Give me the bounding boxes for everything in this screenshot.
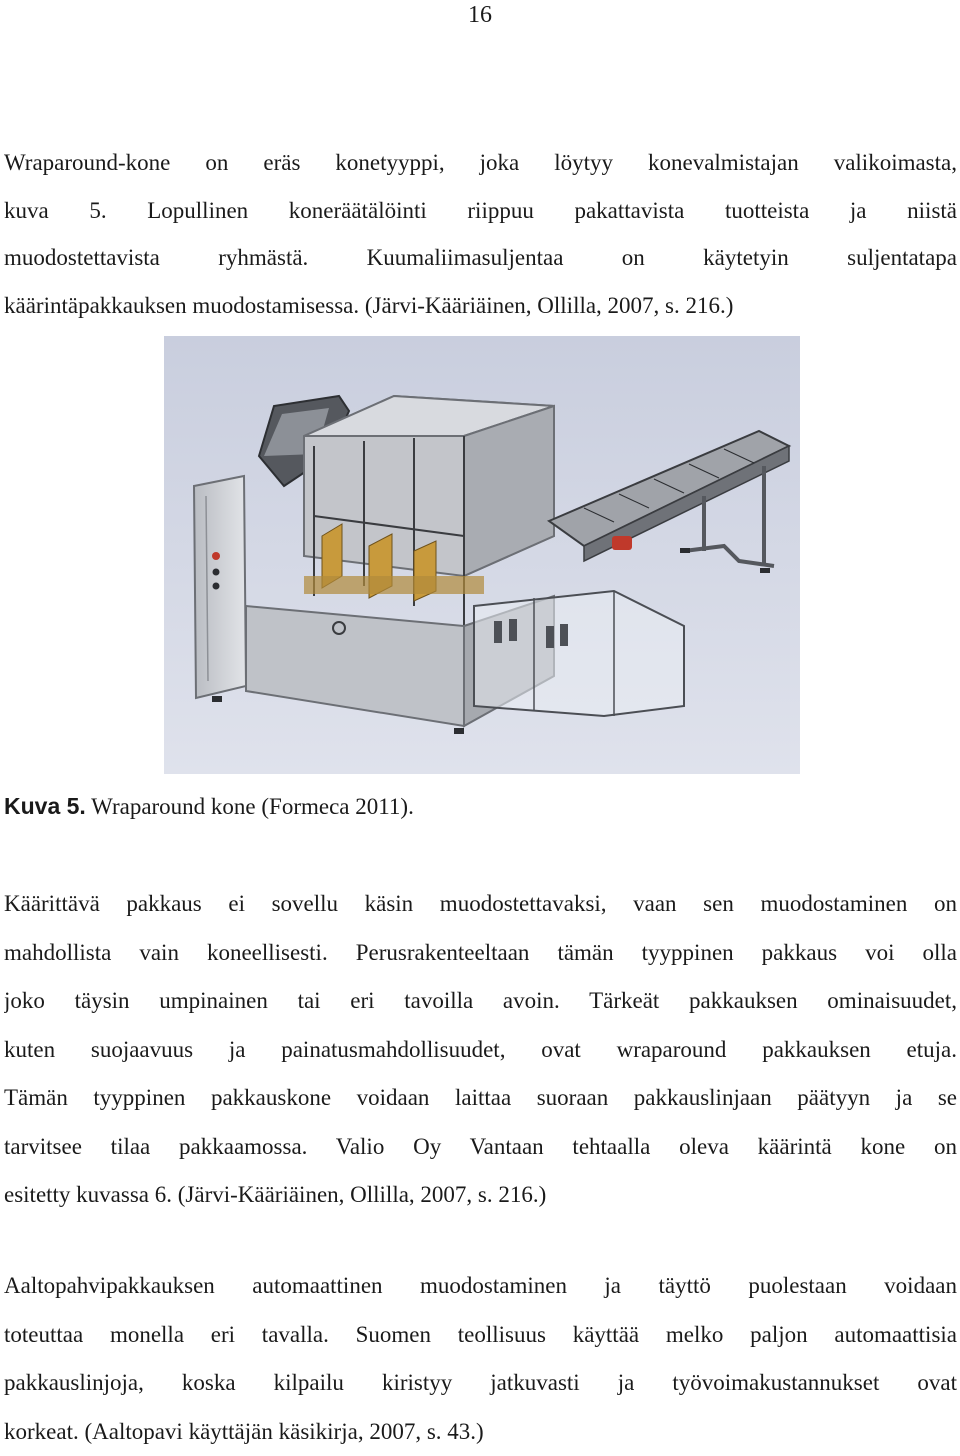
text-line: Aaltopahvipakkauksen automaattinen muodostaminen ja täyttö puolestaan voidaan	[4, 1262, 957, 1311]
text-line: kuva 5. Lopullinen koneräätälöinti riippuu pakattavista tuotteista ja niistä	[4, 187, 957, 235]
wraparound-machine-illustration	[164, 336, 800, 774]
text-line: käärintäpakkauksen muodostamisessa. (Järvi-Kääriäinen, Ollilla, 2007, s. 216.)	[4, 282, 957, 330]
text-line: kuten suojaavuus ja painatusmahdollisuudet, ovat wraparound pakkauksen etuja.	[4, 1026, 957, 1075]
text-line: tarvitsee tilaa pakkaamossa. Valio Oy Vantaan tehtaalla oleva käärintä kone on	[4, 1123, 957, 1172]
paragraph-wrap-package	[4, 880, 957, 1220]
text-line: Käärittävä pakkaus ei sovellu käsin muodostettavaksi, vaan sen muodostaminen on	[4, 880, 957, 929]
wraparound-machine-figure	[164, 336, 800, 774]
caption-label: Kuva 5.	[4, 793, 86, 819]
paragraph-wraparound-intro	[4, 139, 957, 329]
text-line: Wraparound-kone on eräs konetyyppi, joka löytyy konevalmistajan valikoimasta,	[4, 139, 957, 187]
figure-caption	[4, 786, 414, 827]
paragraph-corrugated-packaging	[4, 1262, 957, 1456]
text-line: korkeat. (Aaltopavi käyttäjän käsikirja, 2007, s. 43.)	[4, 1408, 957, 1456]
text-line: mahdollista vain koneellisesti. Perusrakenteeltaan tämän tyyppinen pakkaus voi olla	[4, 929, 957, 978]
text-line: Tämän tyyppinen pakkauskone voidaan laittaa suoraan pakkauslinjaan päätyyn ja se	[4, 1074, 957, 1123]
caption-text: Wraparound kone (Formeca 2011).	[86, 794, 414, 819]
text-line: pakkauslinjoja, koska kilpailu kiristyy jatkuvasti ja työvoimakustannukset ovat	[4, 1359, 957, 1408]
text-line: muodostettavista ryhmästä. Kuumaliimasuljentaa on käytetyin suljentatapa	[4, 234, 957, 282]
text-line: esitetty kuvassa 6. (Järvi-Kääriäinen, Ollilla, 2007, s. 216.)	[4, 1171, 957, 1220]
text-line: joko täysin umpinainen tai eri tavoilla avoin. Tärkeät pakkauksen ominaisuudet,	[4, 977, 957, 1026]
page-number: 16	[0, 0, 960, 30]
text-line: toteuttaa monella eri tavalla. Suomen teollisuus käyttää melko paljon automaattisia	[4, 1311, 957, 1360]
